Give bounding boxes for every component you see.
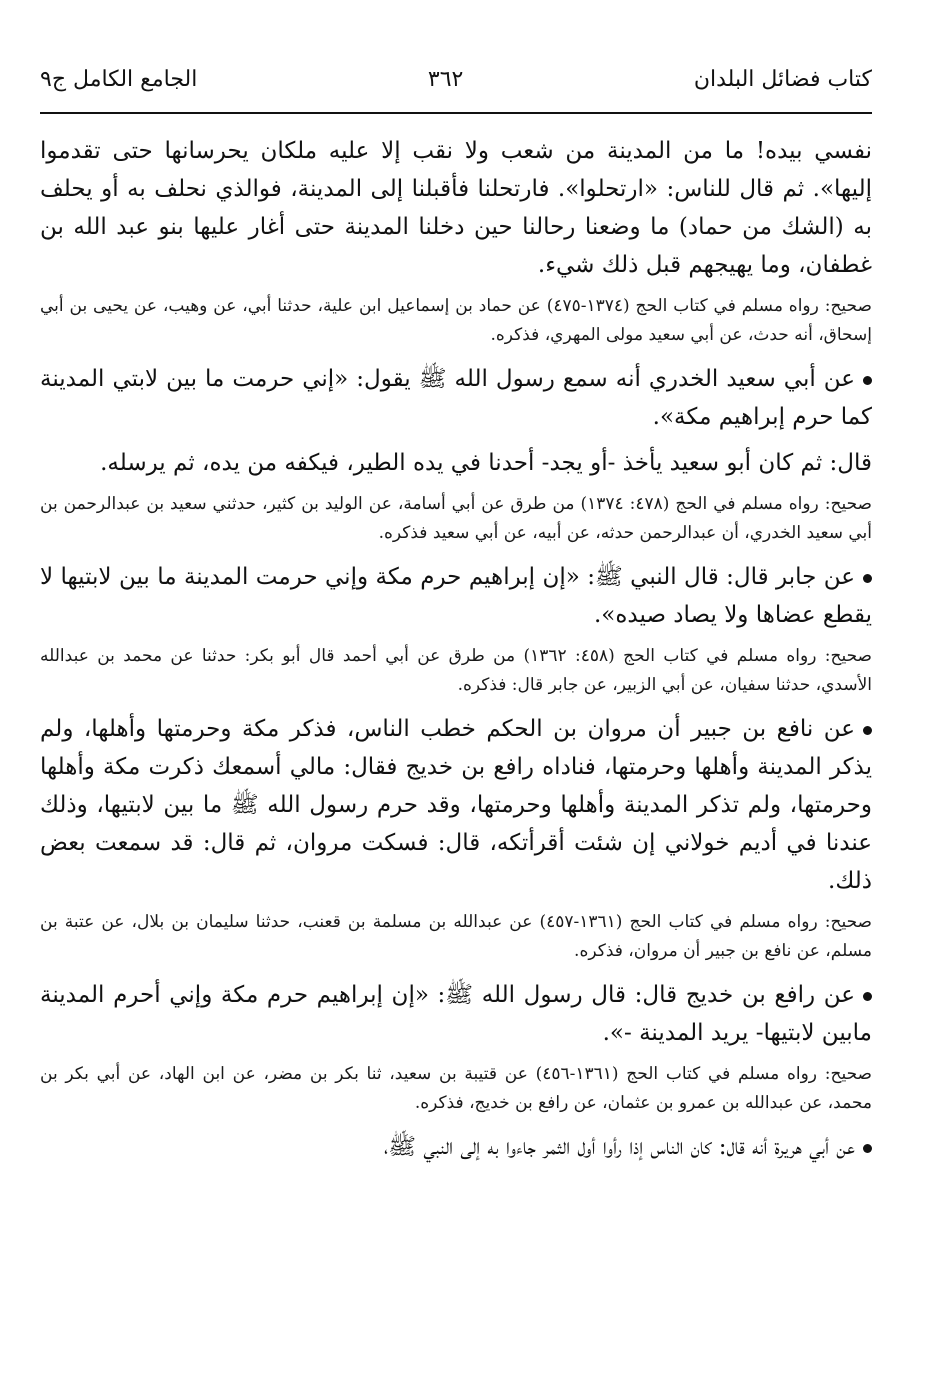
hadith-grading-note <box>40 1060 872 1118</box>
bullet-icon <box>863 360 872 398</box>
page-content <box>40 132 872 1166</box>
book-page <box>40 62 872 1174</box>
hadith-paragraph <box>40 976 872 1052</box>
hadith-grading-note <box>40 908 872 966</box>
paragraph-text: قال: ثم كان أبو سعيد يأخذ -أو يجد- أحدنا في يده الطير، فيكفه من يده، ثم يرسله. <box>100 450 872 476</box>
paragraph-text: صحيح: رواه مسلم في كتاب الحج (١٣٧٤-٤٧٥) عن حماد بن إسماعيل ابن علية، حدثنا أبي، عن وهيب، عن يحيى بن أبي إسحاق، أنه حدث، عن أبي سعيد مولى المهري، فذكره. <box>40 296 872 345</box>
paragraph-text: نفسي بيده! ما من المدينة من شعب ولا نقب إلا عليه ملكان يحرسانها حتى تقدموا إليها». ثم قال للناس: «ارتحلوا». فارتحلنا فأقبلنا إلى المدينة، فوالذي نحلف به أو يحلف به (الشك من حماد) ما وضعنا رحالنا حين دخلنا المدينة حتى أغار عليها بنو عبد الله بن غطفان، وما يهيجهم قبل ذلك شيء. <box>40 138 872 278</box>
paragraph-text: عن رافع بن خديج قال: قال رسول الله ﷺ: «إن إبراهيم حرم مكة وإني أحرم المدينة مابين لابتيها- يريد المدينة -». <box>40 982 872 1046</box>
paragraph-text: صحيح: رواه مسلم في كتاب الحج (٤٥٨: ١٣٦٢) من طرق عن أبي أحمد قال أبو بكر: حدثنا عن محمد بن عبدالله الأسدي، حدثنا سفيان، عن أبي الزبير، عن جابر قال: فذكره. <box>40 646 872 695</box>
bullet-icon <box>863 710 872 748</box>
bullet-icon <box>863 558 872 596</box>
hadith-paragraph <box>40 710 872 900</box>
hadith-grading-note <box>40 292 872 350</box>
hadith-paragraph <box>40 558 872 634</box>
volume-title: الجامع الكامل ج٩ <box>40 67 198 92</box>
paragraph-text: صحيح: رواه مسلم في كتاب الحج (١٣٦١-٤٥٦) عن قتيبة بن سعيد، ثنا بكر بن مضر، عن ابن الهاد، عن أبي بكر بن محمد، عن عبدالله بن عمرو بن عثمان، عن رافع بن خديج، فذكره. <box>40 1064 872 1113</box>
paragraph-text: عن أبي سعيد الخدري أنه سمع رسول الله ﷺ يقول: «إني حرمت ما بين لابتي المدينة كما حرم إبراهيم مكة». <box>40 366 872 430</box>
book-title: كتاب فضائل البلدان <box>693 67 872 92</box>
running-header <box>40 62 872 114</box>
hadith-grading-note <box>40 490 872 548</box>
page-number: ٣٦٢ <box>427 67 464 92</box>
paragraph-text: عن أبي هريرة أنه قال: كان الناس إذا رأوا أول الثمر جاءوا به إلى النبي ﷺ، <box>383 1134 855 1160</box>
bullet-icon <box>863 1128 872 1166</box>
paragraph-text: صحيح: رواه مسلم في الحج (٤٧٨: ١٣٧٤) من طرق عن أبي أسامة، عن الوليد بن كثير، حدثني سعيد بن عبدالرحمن بن أبي سعيد الخدري، أن عبدالرحمن حدثه، عن أبيه، عن أبي سعيد فذكره. <box>40 494 872 543</box>
hadith-paragraph <box>40 444 872 482</box>
paragraph-text: عن نافع بن جبير أن مروان بن الحكم خطب الناس، فذكر مكة وحرمتها وأهلها، ولم يذكر المدينة وأهلها وحرمتها، فناداه رافع بن خديج فقال: مالي أسمعك ذكرت مكة وأهلها وحرمتها، ولم تذكر المدينة وأهلها وحرمتها، وقد حرم رسول الله ﷺ ما بين لابتيها، وذلك عندنا في أديم خولاني إن شئت أقرأتكه، قال: فسكت مروان، ثم قال: قد سمعت بعض ذلك. <box>40 716 872 894</box>
bullet-icon <box>863 976 872 1014</box>
hadith-grading-note <box>40 642 872 700</box>
paragraph-text: صحيح: رواه مسلم في كتاب الحج (١٣٦١-٤٥٧) عن عبدالله بن مسلمة بن قعنب، حدثنا سليمان بن بلال، عن عتبة بن مسلم، عن نافع بن جبير أن مروان، فذكره. <box>40 912 872 961</box>
hadith-paragraph <box>40 1128 872 1166</box>
hadith-paragraph <box>40 132 872 284</box>
hadith-paragraph <box>40 360 872 436</box>
paragraph-text: عن جابر قال: قال النبي ﷺ: «إن إبراهيم حرم مكة وإني حرمت المدينة ما بين لابتيها لا يقطع عضاها ولا يصاد صيده». <box>40 564 872 628</box>
